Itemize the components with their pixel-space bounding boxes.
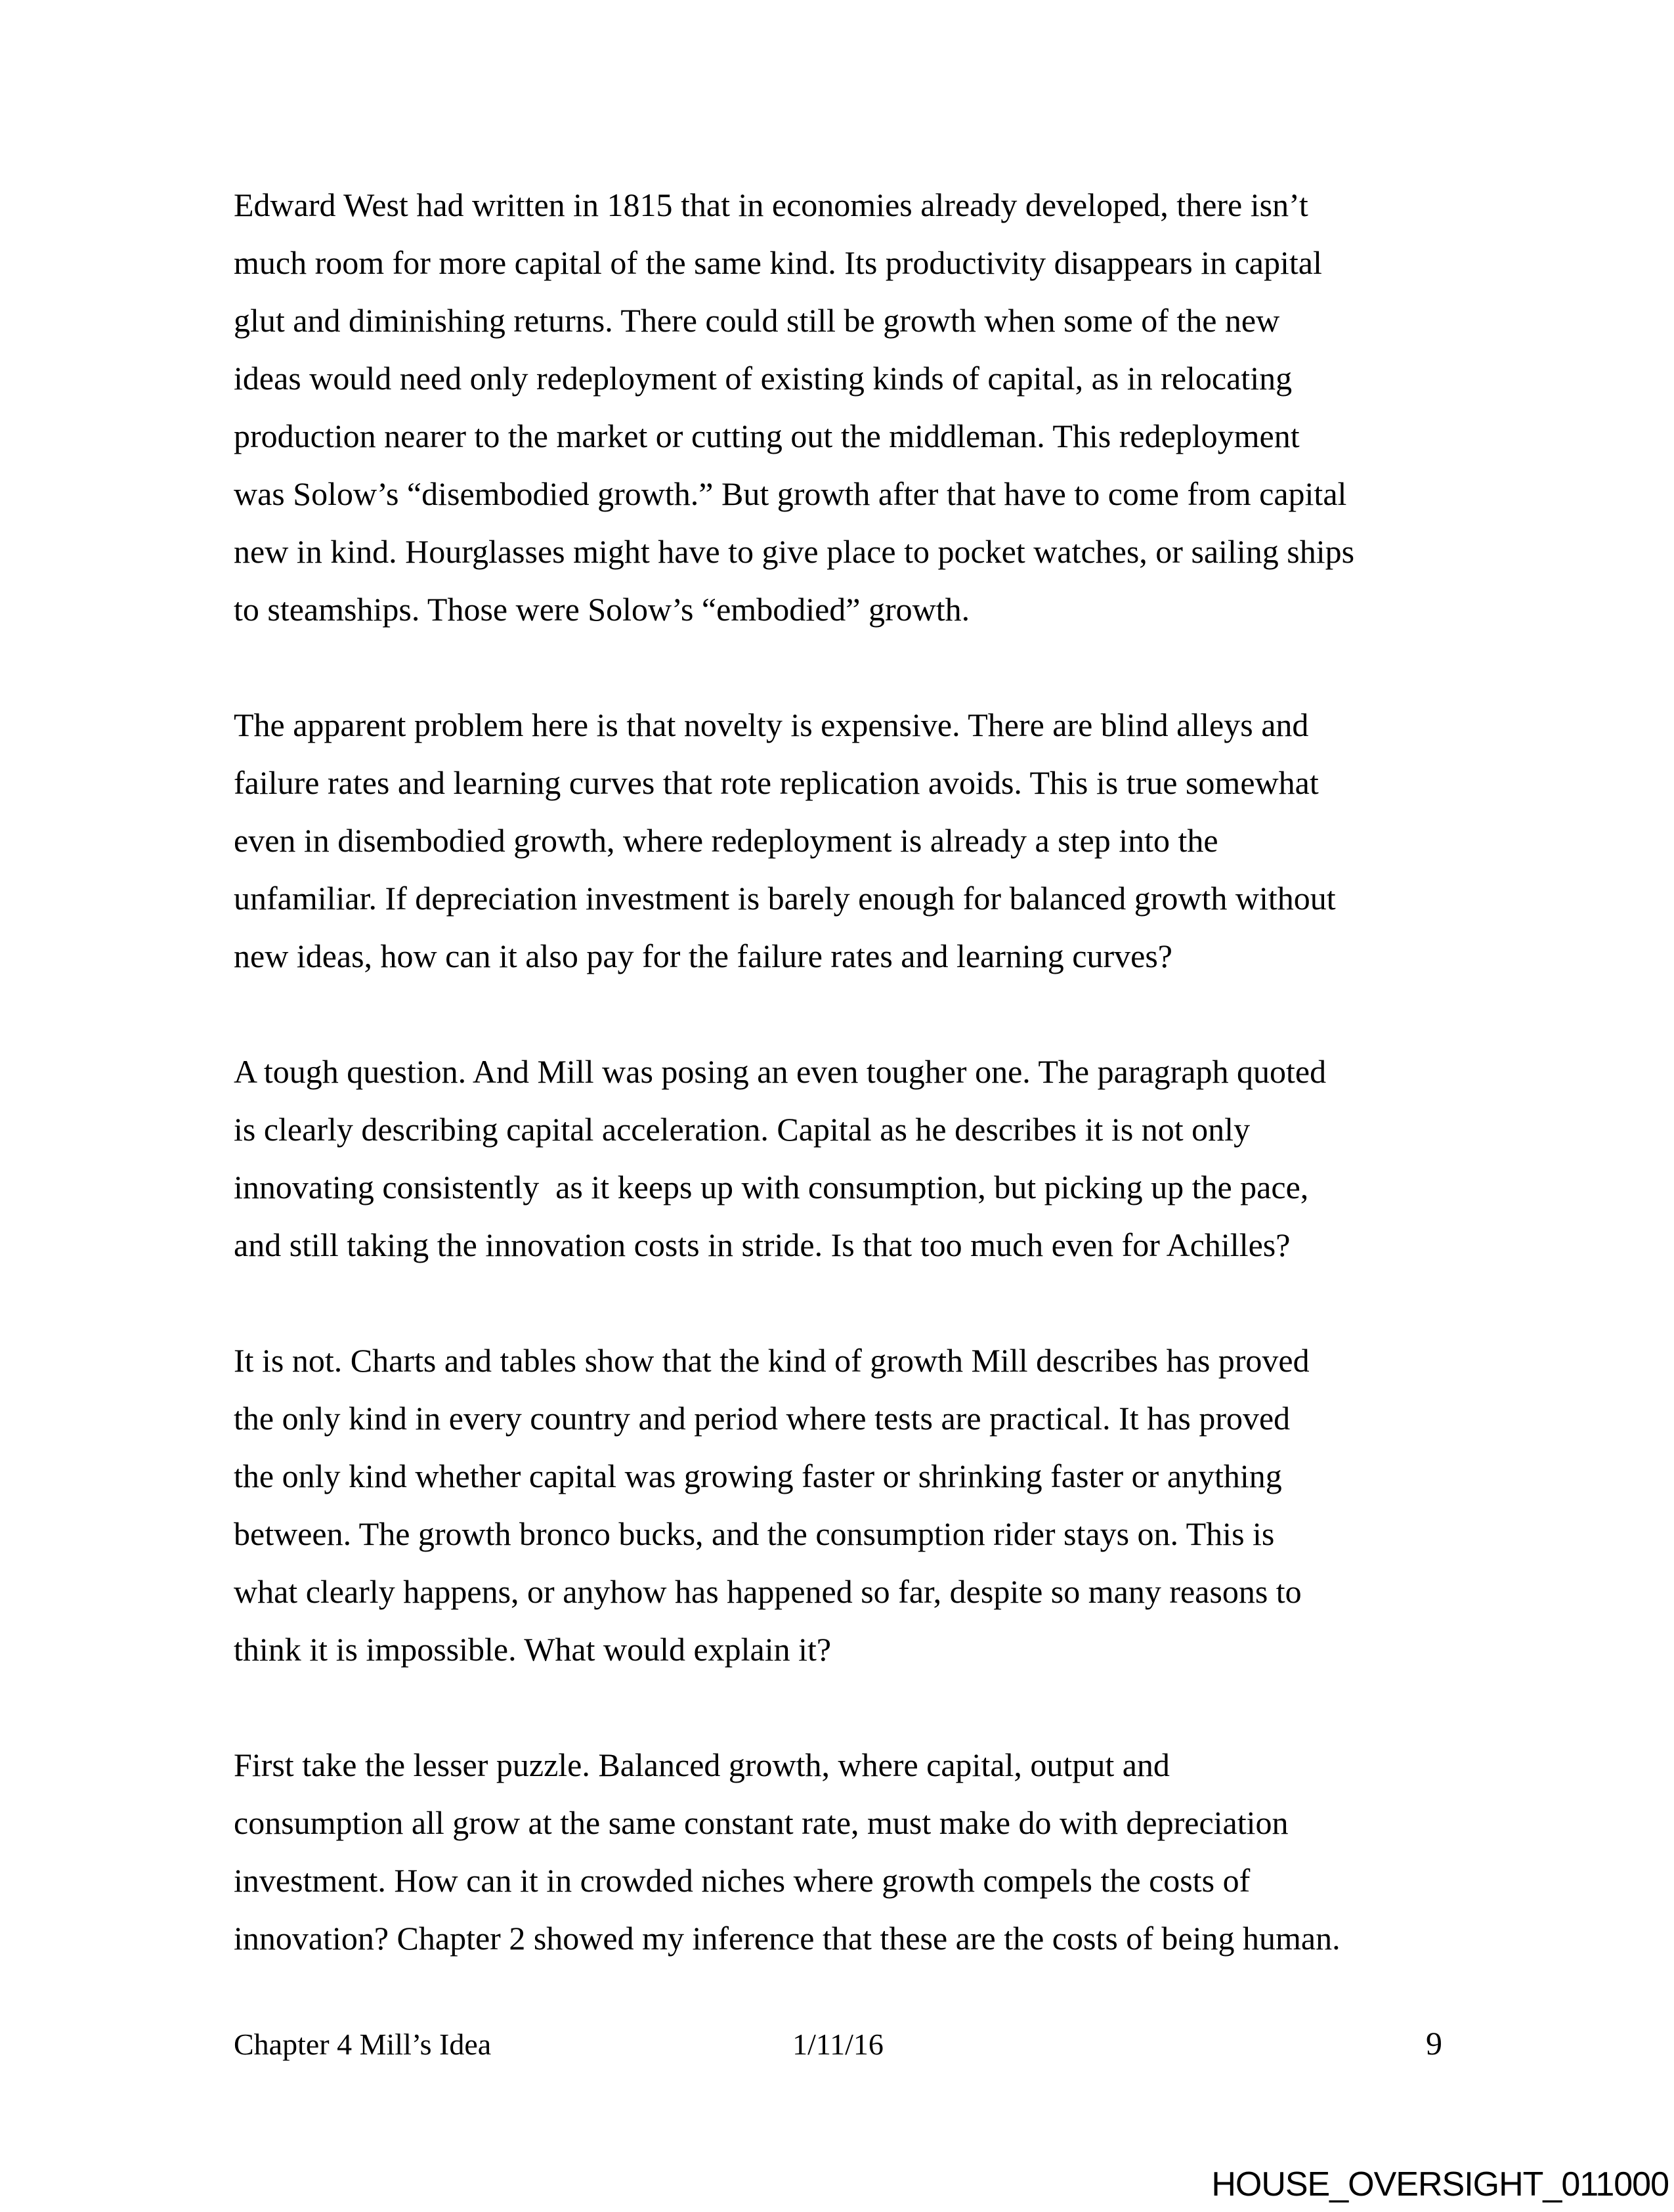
text-line: to steamships. Those were Solow’s “embodied” growth. — [234, 591, 970, 628]
text-line: between. The growth bronco bucks, and the consumption rider stays on. This is — [234, 1515, 1275, 1552]
footer-page-number: 9 — [1426, 2025, 1442, 2062]
paragraph — [234, 176, 1468, 638]
footer-date: 1/11/16 — [792, 2028, 884, 2061]
text-line: the only kind in every country and period where tests are practical. It has proved — [234, 1400, 1291, 1437]
footer-chapter-title: Chapter 4 Mill’s Idea — [234, 2028, 492, 2061]
text-line: The apparent problem here is that novelty is expensive. There are blind alleys and — [234, 706, 1309, 743]
text-line: what clearly happens, or anyhow has happened so far, despite so many reasons to — [234, 1573, 1302, 1610]
text-line: was Solow’s “disembodied growth.” But growth after that have to come from capital — [234, 475, 1347, 512]
paragraph — [234, 1332, 1468, 1678]
document-body — [234, 176, 1468, 2025]
text-line: Edward West had written in 1815 that in economies already developed, there isn’t — [234, 186, 1308, 223]
text-line: First take the lesser puzzle. Balanced growth, where capital, output and — [234, 1746, 1170, 1783]
paragraph — [234, 1736, 1468, 1967]
text-line: new in kind. Hourglasses might have to give place to pocket watches, or sailing ships — [234, 533, 1355, 570]
text-line: even in disembodied growth, where redeployment is already a step into the — [234, 822, 1218, 859]
text-line: and still taking the innovation costs in stride. Is that too much even for Achilles? — [234, 1226, 1291, 1263]
paragraph — [234, 1043, 1468, 1274]
paragraph — [234, 696, 1468, 985]
text-line: the only kind whether capital was growing faster or shrinking faster or anything — [234, 1458, 1282, 1494]
text-line: glut and diminishing returns. There could still be growth when some of the new — [234, 302, 1280, 339]
text-line: It is not. Charts and tables show that the kind of growth Mill describes has proved — [234, 1342, 1310, 1379]
text-line: ideas would need only redeployment of existing kinds of capital, as in relocating — [234, 360, 1293, 397]
text-line: is clearly describing capital acceleration. Capital as he describes it is not only — [234, 1111, 1251, 1148]
text-line: unfamiliar. If depreciation investment is barely enough for balanced growth without — [234, 880, 1336, 917]
text-line: consumption all grow at the same constant rate, must make do with depreciation — [234, 1804, 1289, 1841]
text-line: failure rates and learning curves that rote replication avoids. This is true somewhat — [234, 764, 1319, 801]
text-line: investment. How can it in crowded niches where growth compels the costs of — [234, 1862, 1251, 1899]
text-line: production nearer to the market or cutting out the middleman. This redeployment — [234, 418, 1300, 454]
bates-stamp: HOUSE_OVERSIGHT_011000 — [1211, 2165, 1669, 2203]
text-line: innovating consistently as it keeps up with consumption, but picking up the pace, — [234, 1169, 1309, 1205]
text-line: think it is impossible. What would explain it? — [234, 1631, 832, 1668]
text-line: new ideas, how can it also pay for the failure rates and learning curves? — [234, 938, 1172, 974]
page-footer — [234, 2025, 1442, 2063]
text-line: A tough question. And Mill was posing an even tougher one. The paragraph quoted — [234, 1053, 1327, 1090]
text-line: much room for more capital of the same kind. Its productivity disappears in capital — [234, 244, 1322, 281]
text-line: innovation? Chapter 2 showed my inference that these are the costs of being human. — [234, 1920, 1341, 1957]
